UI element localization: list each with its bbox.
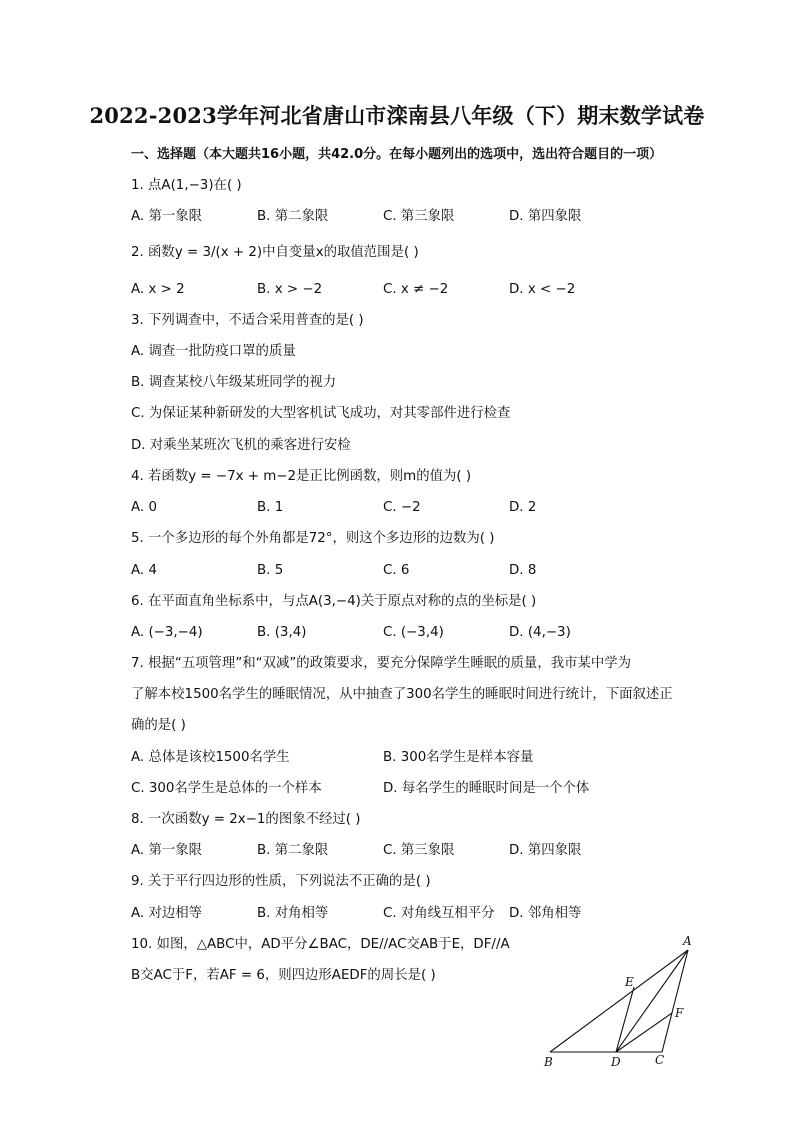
question-1-stem: 1. 点A(1,−3)在( ) (131, 178, 242, 193)
question-6-option-a[interactable]: A. (−3,−4) (131, 625, 203, 640)
question-10-stem-continued: B交AC于F，若AF = 6，则四边形AEDF的周长是( ) (131, 968, 436, 983)
question-3-option-b[interactable]: B. 调查某校八年级某班同学的视力 (131, 375, 337, 390)
question-1-option-c[interactable]: C. 第三象限 (383, 209, 455, 224)
question-9-option-a[interactable]: A. 对边相等 (131, 906, 202, 921)
question-3-option-a[interactable]: A. 调查一批防疫口罩的质量 (131, 344, 296, 359)
page-title: 2022-2023学年河北省唐山市滦南县八年级（下）期末数学试卷 (89, 103, 705, 128)
segment-ad (616, 950, 688, 1052)
question-7-option-b[interactable]: B. 300名学生是样本容量 (383, 750, 534, 765)
question-10-stem: 10. 如图，△ABC中，AD平分∠BAC，DE//AC交AB于E，DF//A (131, 937, 510, 952)
question-2-option-c[interactable]: C. x ≠ −2 (383, 282, 449, 297)
question-7-stem-continued: 确的是( ) (131, 718, 186, 733)
question-1-option-d[interactable]: D. 第四象限 (509, 209, 582, 224)
question-9-stem: 9. 关于平行四边形的性质，下列说法不正确的是( ) (131, 874, 431, 889)
question-7-option-c[interactable]: C. 300名学生是总体的一个样本 (131, 781, 322, 796)
question-3-stem: 3. 下列调查中，不适合采用普查的是( ) (131, 313, 364, 328)
question-6-stem: 6. 在平面直角坐标系中，与点A(3,−4)关于原点对称的点的坐标是( ) (131, 594, 537, 609)
question-4-stem: 4. 若函数y = −7x + m−2是正比例函数，则m的值为( ) (131, 469, 472, 484)
label-d: D (611, 1055, 621, 1069)
triangle-figure (540, 930, 705, 1070)
question-9-option-c[interactable]: C. 对角线互相平分 (383, 906, 495, 921)
question-4-option-b[interactable]: B. 1 (257, 500, 284, 515)
question-8-option-c[interactable]: C. 第三象限 (383, 843, 455, 858)
label-c: C (655, 1053, 665, 1067)
question-7-stem: 7. 根据“五项管理”和“双减”的政策要求，要充分保障学生睡眠的质量，我市某中学为 (131, 656, 632, 671)
segment-ab (550, 950, 688, 1052)
label-b: B (544, 1055, 553, 1069)
label-f: F (675, 1006, 684, 1020)
question-5-option-b[interactable]: B. 5 (257, 563, 284, 578)
question-7-option-a[interactable]: A. 总体是该校1500名学生 (131, 750, 290, 765)
label-a: A (683, 934, 692, 948)
question-9-option-d[interactable]: D. 邻角相等 (509, 906, 582, 921)
question-7-option-d[interactable]: D. 每名学生的睡眠时间是一个个体 (383, 781, 590, 796)
question-9-option-b[interactable]: B. 对角相等 (257, 906, 329, 921)
question-2-option-d[interactable]: D. x < −2 (509, 282, 576, 297)
question-4-option-c[interactable]: C. −2 (383, 500, 421, 515)
question-3-option-c[interactable]: C. 为保证某种新研发的大型客机试飞成功，对其零部件进行检查 (131, 406, 511, 421)
question-2-stem: 2. 函数y = 3/(x + 2)中自变量x的取值范围是( ) (131, 245, 419, 260)
question-2-option-b[interactable]: B. x > −2 (257, 282, 323, 297)
question-6-option-d[interactable]: D. (4,−3) (509, 625, 571, 640)
question-6-option-b[interactable]: B. (3,4) (257, 625, 307, 640)
question-1-option-b[interactable]: B. 第二象限 (257, 209, 329, 224)
question-5-stem: 5. 一个多边形的每个外角都是72°，则这个多边形的边数为( ) (131, 531, 495, 546)
label-e: E (625, 975, 634, 989)
question-8-option-b[interactable]: B. 第二象限 (257, 843, 329, 858)
question-8-option-d[interactable]: D. 第四象限 (509, 843, 582, 858)
segment-ac (662, 950, 688, 1052)
question-5-option-d[interactable]: D. 8 (509, 563, 537, 578)
question-4-option-d[interactable]: D. 2 (509, 500, 537, 515)
question-2-option-a[interactable]: A. x > 2 (131, 282, 185, 297)
question-4-option-a[interactable]: A. 0 (131, 500, 157, 515)
question-6-option-c[interactable]: C. (−3,4) (383, 625, 444, 640)
question-5-option-a[interactable]: A. 4 (131, 563, 157, 578)
question-5-option-c[interactable]: C. 6 (383, 563, 410, 578)
question-8-stem: 8. 一次函数y = 2x−1的图象不经过( ) (131, 812, 361, 827)
question-3-option-d[interactable]: D. 对乘坐某班次飞机的乘客进行安检 (131, 438, 351, 453)
section-heading: 一、选择题（本大题共16小题，共42.0分。在每小题列出的选项中，选出符合题目的一项） (131, 147, 663, 162)
question-7-stem-continued: 了解本校1500名学生的睡眠情况，从中抽查了300名学生的睡眠时间进行统计，下面叙述正 (131, 687, 673, 702)
question-8-option-a[interactable]: A. 第一象限 (131, 843, 202, 858)
question-1-option-a[interactable]: A. 第一象限 (131, 209, 202, 224)
